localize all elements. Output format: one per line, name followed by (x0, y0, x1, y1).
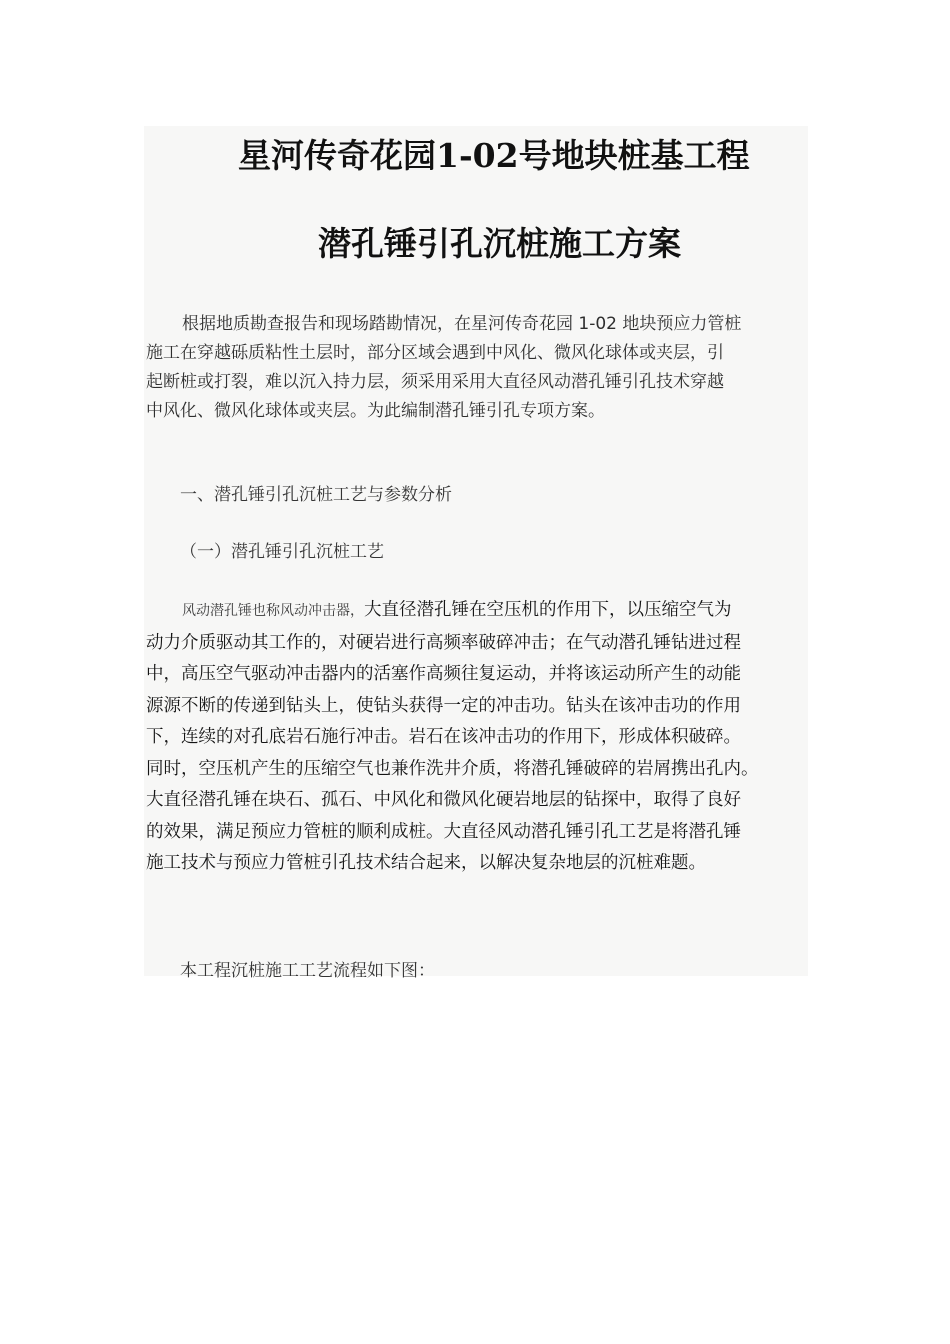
process-paragraph (146, 595, 759, 880)
intro-line: 根据地质勘查报告和现场踏勘情况，在星河传奇花园 1-02 地块预应力管桩 (182, 314, 742, 334)
process-line: 下，连续的对孔底岩石施行冲击。岩石在该冲击功的作用下，形成体积破碎。 (146, 727, 741, 747)
process-line: 同时，空压机产生的压缩空气也兼作洗井介质，将潜孔锤破碎的岩屑携出孔内。 (146, 758, 759, 779)
intro-line: 施工在穿越砾质粘性土层时，部分区域会遇到中风化、微风化球体或夹层，引 (146, 343, 724, 363)
section-heading: 一、潜孔锤引孔沉桩工艺与参数分析 (180, 485, 452, 505)
document-title-line-2: 潜孔锤引孔沉桩施工方案 (318, 224, 681, 263)
intro-line: 中风化、微风化球体或夹层。为此编制潜孔锤引孔专项方案。 (146, 401, 605, 421)
process-line: 动力介质驱动其工作的，对硬岩进行高频率破碎冲击；在气动潜孔锤钻进过程 (146, 632, 741, 653)
subsection-heading: （一）潜孔锤引孔沉桩工艺 (180, 542, 384, 562)
process-first-line (146, 595, 759, 628)
flow-chart-note: 本工程沉桩施工工艺流程如下图： (180, 961, 435, 981)
process-line: 源源不断的传递到钻头上，使钻头获得一定的冲击功。钻头在该冲击功的作用 (146, 695, 741, 716)
intro-line: 起断桩或打裂，难以沉入持力层，须采用采用大直径风动潜孔锤引孔技术穿越 (146, 372, 724, 392)
process-line: 的效果，满足预应力管桩的顺利成桩。大直径风动潜孔锤引孔工艺是将潜孔锤 (146, 821, 741, 842)
intro-paragraph (146, 310, 741, 426)
document-title-line-1: 星河传奇花园1-02号地块桩基工程 (238, 136, 750, 175)
process-lead-text: 风动潜孔锤也称风动冲击器， (182, 603, 364, 619)
process-line: 大直径潜孔锤在块石、孤石、中风化和微风化硬岩地层的钻探中，取得了良好 (146, 790, 741, 810)
process-line: 施工技术与预应力管桩引孔技术结合起来，以解决复杂地层的沉桩难题。 (146, 853, 706, 873)
process-line: 中，高压空气驱动冲击器内的活塞作高频往复运动，并将该运动所产生的动能 (146, 664, 741, 684)
process-line-text: 大直径潜孔锤在空压机的作用下，以压缩空气为 (364, 600, 732, 620)
